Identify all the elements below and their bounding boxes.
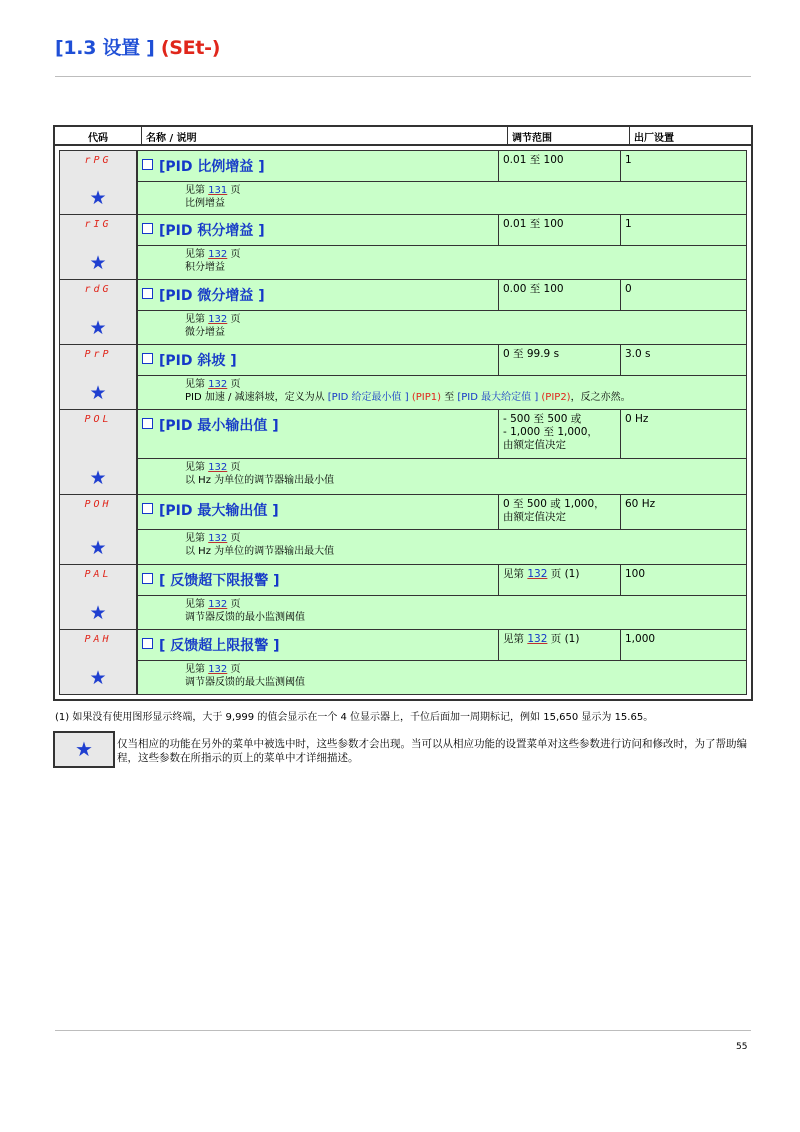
param-range: 0 至 99.9 s [499, 345, 621, 375]
param-code-cell [60, 410, 138, 494]
param-default: 0 Hz [625, 413, 649, 425]
param-description: 见第 132 页 积分增益 [185, 249, 241, 273]
param-code: PrP [84, 349, 112, 360]
page-number: 55 [736, 1042, 748, 1052]
param-range: 见第 132 页 (1) [499, 565, 621, 595]
param-code: POL [84, 414, 112, 425]
col-range: 调节范围 [508, 127, 630, 144]
param-description: 见第 132 页 调节器反馈的最小监测阈值 [185, 599, 305, 623]
param-code: PAL [84, 569, 112, 580]
page-link[interactable]: 132 [527, 633, 548, 645]
param-description: 见第 132 页 以 Hz 为单位的调节器输出最大值 [185, 533, 335, 557]
table-row [59, 495, 747, 565]
param-code-cell [60, 565, 138, 629]
star-icon: ★ [89, 187, 107, 209]
checkbox-icon [142, 503, 153, 514]
col-name: 名称 / 说明 [142, 127, 508, 144]
param-description: 见第 132 页 调节器反馈的最大监测阈值 [185, 664, 305, 688]
star-icon: ★ [53, 731, 115, 768]
param-code: rdG [84, 284, 112, 295]
col-default: 出厂设置 [634, 133, 674, 144]
param-range: 见第 132 页 (1) [499, 630, 621, 660]
param-code-cell [60, 495, 138, 564]
star-icon: ★ [89, 667, 107, 689]
star-icon: ★ [89, 252, 107, 274]
page-link[interactable]: 132 [208, 599, 228, 610]
star-icon: ★ [89, 317, 107, 339]
table-row [59, 280, 747, 345]
note-text: 仅当相应的功能在另外的菜单中被选中时，这些参数才会出现。当可以从相应功能的设置菜单对这些参数进行访问和修改时，为了帮助编程，这些参数在所指示的页上的菜单中才详细描述。 [117, 738, 747, 764]
table-header [55, 127, 751, 146]
checkbox-icon [142, 418, 153, 429]
param-description: 见第 132 页 微分增益 [185, 314, 241, 338]
param-default: 3.0 s [625, 348, 651, 360]
param-default: 1 [625, 218, 632, 230]
param-name: [ 反馈超上限报警 ] [138, 630, 499, 660]
page-link[interactable]: 131 [208, 185, 228, 196]
param-default: 1 [625, 154, 632, 166]
title-code: (SEt-) [160, 37, 221, 59]
param-description: 见第 131 页 比例增益 [185, 185, 241, 209]
bottom-divider [55, 1030, 751, 1031]
param-name: [PID 最大输出值 ] [138, 495, 499, 529]
param-code-cell [60, 345, 138, 409]
param-name: [PID 最小输出值 ] [138, 410, 499, 458]
param-name: [PID 微分增益 ] [138, 280, 499, 310]
checkbox-icon [142, 288, 153, 299]
top-divider [55, 76, 751, 77]
param-description: 见第 132 页 以 Hz 为单位的调节器输出最小值 [185, 462, 335, 486]
table-row [59, 630, 747, 695]
checkbox-icon [142, 353, 153, 364]
footnote: (1) 如果没有使用图形显示终端，大于 9,999 的值会显示在一个 4 位显示器上，千位后面加一周期标记，例如 15,650 显示为 15.65。 [55, 712, 654, 723]
table-row [59, 150, 747, 215]
param-range: 0.01 至 100 [499, 151, 621, 181]
param-default: 0 [625, 283, 632, 295]
table-row [59, 215, 747, 280]
param-default: 60 Hz [625, 498, 656, 510]
star-icon: ★ [89, 467, 107, 489]
title-menu: [1.3 设置 ] [55, 37, 155, 59]
param-range: 0 至 500 或 1,000， 由额定值决定 [499, 495, 621, 529]
checkbox-icon [142, 638, 153, 649]
table-row [59, 410, 747, 495]
param-name: [PID 斜坡 ] [138, 345, 499, 375]
param-code: rIG [84, 219, 112, 230]
page-link[interactable]: 132 [527, 568, 548, 580]
param-name: [ 反馈超下限报警 ] [138, 565, 499, 595]
checkbox-icon [142, 159, 153, 170]
param-range: - 500 至 500 或 - 1,000 至 1,000， 由额定值决定 [499, 410, 621, 458]
param-code-cell [60, 151, 138, 214]
param-range: 0.00 至 100 [499, 280, 621, 310]
param-code-cell [60, 630, 138, 694]
page-link[interactable]: 132 [208, 664, 228, 675]
page-link[interactable]: 132 [208, 314, 228, 325]
param-code-cell [60, 280, 138, 344]
page-link[interactable]: 132 [208, 533, 228, 544]
star-icon: ★ [89, 537, 107, 559]
param-code: rPG [84, 155, 112, 166]
col-code: 代码 [55, 127, 142, 144]
param-description: 见第 132 页 PID 加速 / 减速斜坡，定义为从 [PID 给定最小值 ] (PIP1) 至 [PID 最大给定值 ] (PIP2)，反之亦然。 [185, 379, 631, 403]
param-default: 1,000 [625, 633, 656, 645]
page-link[interactable]: 132 [208, 249, 228, 260]
param-default: 100 [625, 568, 646, 580]
star-icon: ★ [89, 382, 107, 404]
page-title [55, 33, 220, 60]
param-code: POH [84, 499, 112, 510]
param-name: [PID 积分增益 ] [138, 215, 499, 245]
table-row [59, 565, 747, 630]
param-range: 0.01 至 100 [499, 215, 621, 245]
parameter-table [53, 125, 753, 701]
table-row [59, 345, 747, 410]
star-icon: ★ [89, 602, 107, 624]
checkbox-icon [142, 223, 153, 234]
page-link[interactable]: 132 [208, 462, 228, 473]
param-name: [PID 比例增益 ] [138, 151, 499, 181]
checkbox-icon [142, 573, 153, 584]
page-link[interactable]: 132 [208, 379, 228, 390]
param-code-cell [60, 215, 138, 279]
param-code: PAH [84, 634, 112, 645]
